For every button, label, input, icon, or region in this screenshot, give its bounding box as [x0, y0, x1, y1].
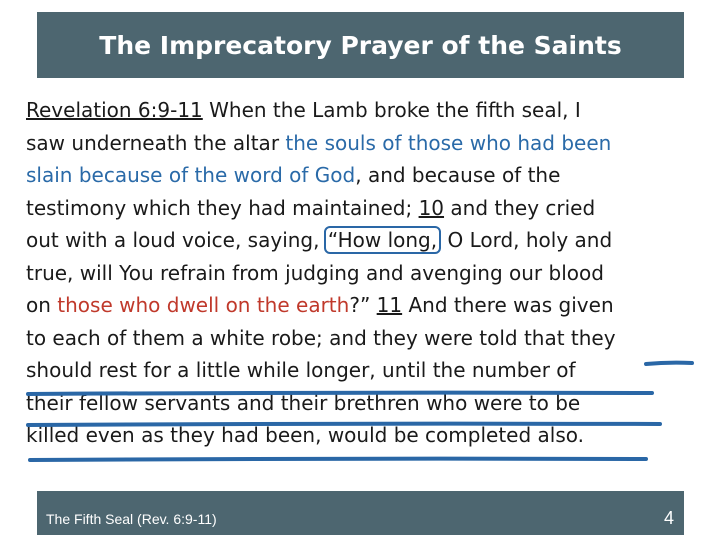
passage-line-5	[26, 224, 706, 257]
verse-reference-11: 11	[376, 293, 403, 317]
passage-text: O Lord, holy and	[441, 228, 613, 252]
highlight-souls: the souls of those who had been	[285, 130, 612, 155]
highlight-slain: slain because of the word of God	[26, 163, 356, 187]
passage-text: saw underneath the altar	[26, 130, 286, 155]
footer-title: The Fifth Seal (Rev. 6:9-11)	[46, 511, 217, 527]
passage-text: When the Lamb broke the fifth seal, I	[202, 98, 581, 122]
boxed-how-long: “How long,	[324, 226, 441, 254]
passage-line-2	[26, 127, 706, 160]
passage-line-8: to each of them a white robe; and they were told that they	[26, 325, 616, 350]
passage-text: and they cried	[444, 195, 596, 220]
passage-line-9: should rest for a little while longer, until the number of	[26, 358, 576, 382]
passage-line-6: true, will You refrain from judging and avenging our blood	[26, 260, 604, 285]
passage-text: ?”	[349, 293, 377, 317]
passage-line-10: their fellow servants and their brethren who were to be	[26, 390, 581, 415]
scripture-passage	[26, 94, 706, 452]
passage-text: And there was given	[402, 293, 614, 317]
title-bar	[37, 12, 684, 78]
passage-line-1	[26, 94, 706, 127]
footer-bar	[37, 491, 684, 535]
highlight-dwell-on-earth: those who dwell on the earth	[57, 293, 350, 317]
passage-line-3	[26, 159, 706, 192]
passage-text: on	[26, 293, 58, 317]
slide-number: 4	[663, 508, 674, 528]
passage-line-4	[26, 192, 706, 225]
passage-line-11: killed even as they had been, would be completed also.	[26, 423, 584, 447]
slide-title: The Imprecatory Prayer of the Saints	[99, 30, 622, 60]
underline-line-11	[30, 459, 646, 460]
passage-text: , and because of the	[355, 163, 561, 187]
verse-reference-10: 10	[418, 195, 445, 220]
verse-reference-9: Revelation 6:9-11	[26, 98, 203, 122]
passage-line-7	[26, 289, 706, 322]
passage-text: out with a loud voice, saying,	[26, 228, 326, 252]
passage-text: testimony which they had maintained;	[26, 195, 419, 220]
